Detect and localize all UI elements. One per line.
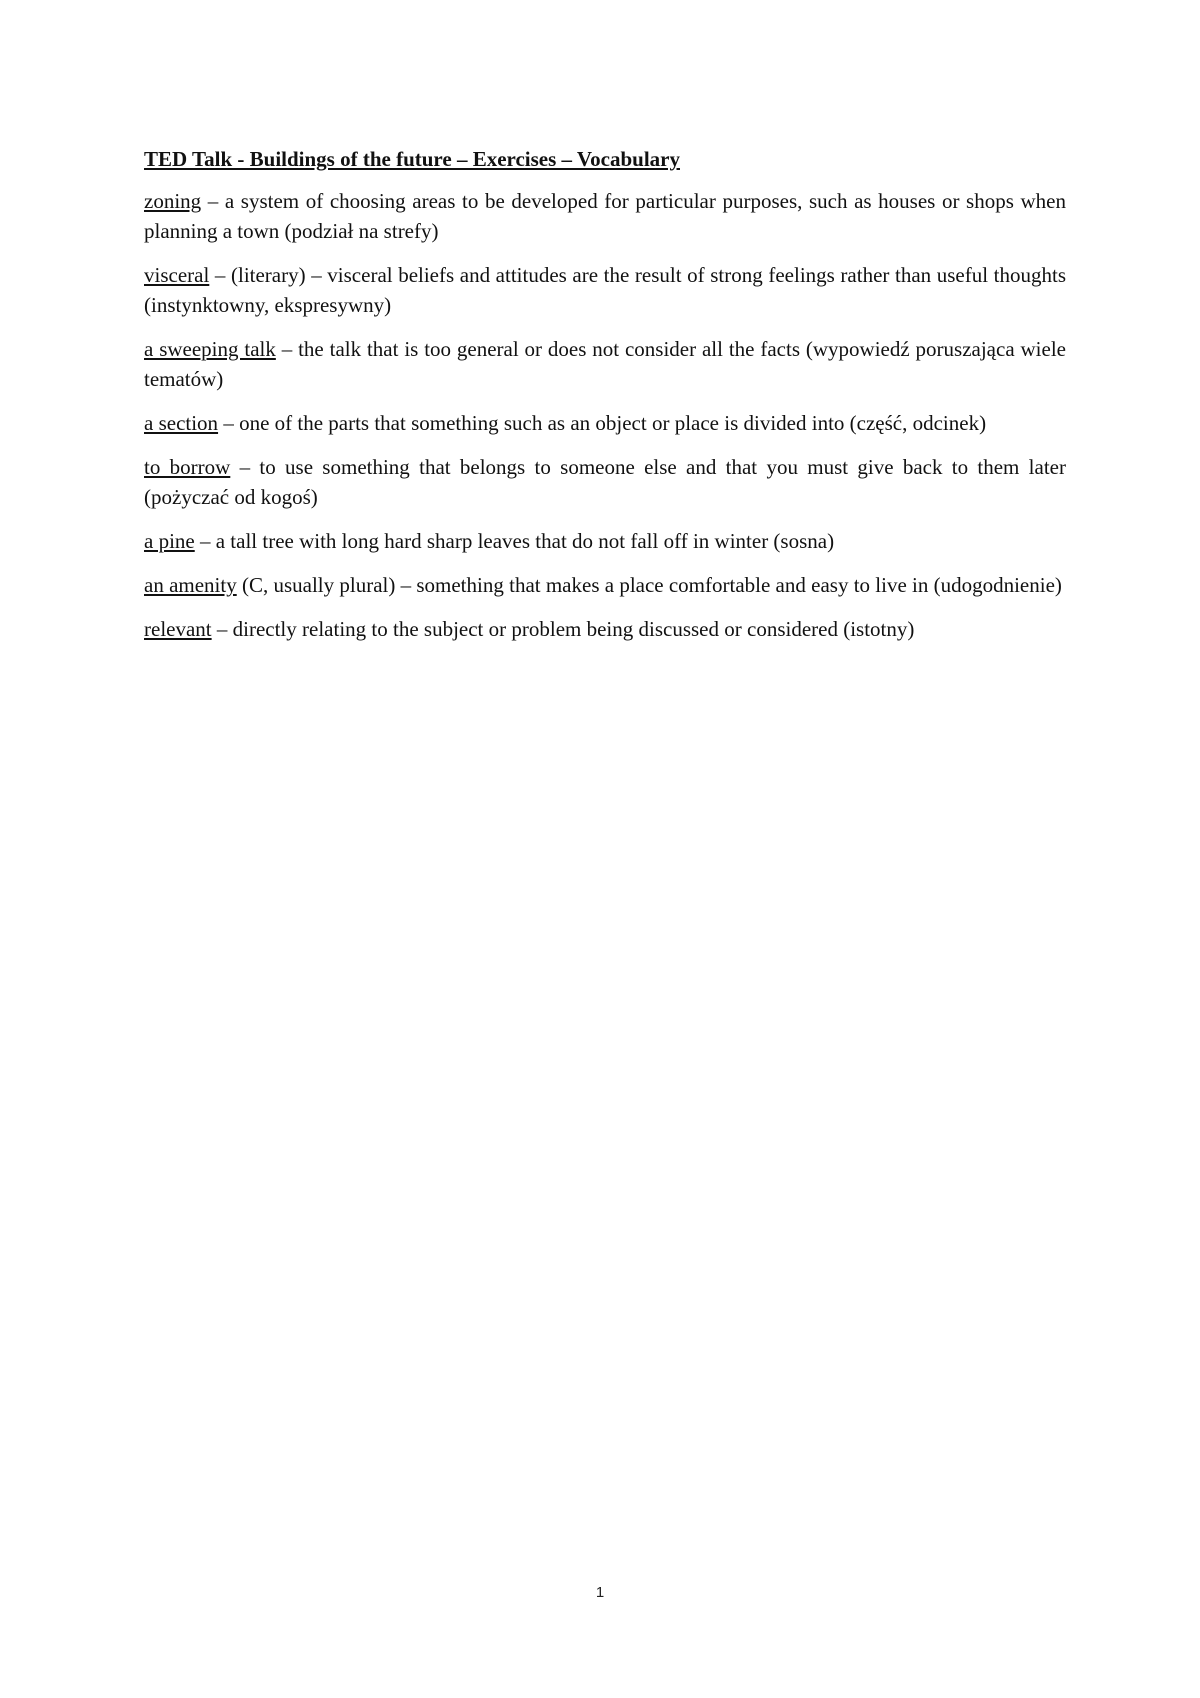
vocabulary-definition: – one of the parts that something such as an object or place is divided into (część, odcinek) bbox=[218, 411, 987, 435]
vocabulary-entry bbox=[144, 614, 1066, 644]
vocabulary-entry bbox=[144, 186, 1066, 246]
vocabulary-term: an amenity bbox=[144, 573, 237, 597]
vocabulary-definition: – a tall tree with long hard sharp leaves that do not fall off in winter (sosna) bbox=[194, 529, 835, 553]
vocabulary-entry bbox=[144, 526, 1066, 556]
vocabulary-entry bbox=[144, 408, 1066, 438]
vocabulary-entry bbox=[144, 260, 1066, 320]
vocabulary-term: relevant bbox=[144, 617, 212, 641]
vocabulary-term: a section bbox=[144, 411, 219, 435]
page-number: 1 bbox=[595, 1584, 605, 1601]
vocabulary-entry bbox=[144, 334, 1066, 394]
vocabulary-term: to borrow bbox=[144, 455, 231, 479]
vocabulary-term: a pine bbox=[144, 529, 195, 553]
document-title: TED Talk - Buildings of the future – Exercises – Vocabulary bbox=[144, 147, 680, 171]
vocabulary-term: zoning bbox=[144, 189, 202, 213]
vocabulary-term: a sweeping talk bbox=[144, 337, 276, 361]
vocabulary-definition: – to use something that belongs to someone else and that you must give back to them later (pożyczać od kogoś) bbox=[144, 455, 1066, 509]
vocabulary-definition: (C, usually plural) – something that makes a place comfortable and easy to live in (udogodnienie) bbox=[236, 573, 1062, 597]
vocabulary-definition: – directly relating to the subject or problem being discussed or considered (istotny) bbox=[211, 617, 915, 641]
vocabulary-entry bbox=[144, 452, 1066, 512]
vocabulary-definition: – (literary) – visceral beliefs and attitudes are the result of strong feelings rather than useful thoughts (instynktowny, ekspresywny) bbox=[144, 263, 1066, 317]
vocabulary-entry bbox=[144, 570, 1066, 600]
document-body bbox=[144, 144, 1066, 658]
vocabulary-term: visceral bbox=[144, 263, 210, 287]
vocabulary-definition: – the talk that is too general or does not consider all the facts (wypowiedź poruszająca wiele tematów) bbox=[144, 337, 1066, 391]
vocabulary-definition: – a system of choosing areas to be developed for particular purposes, such as houses or shops when planning a town (podział na strefy) bbox=[144, 189, 1066, 243]
